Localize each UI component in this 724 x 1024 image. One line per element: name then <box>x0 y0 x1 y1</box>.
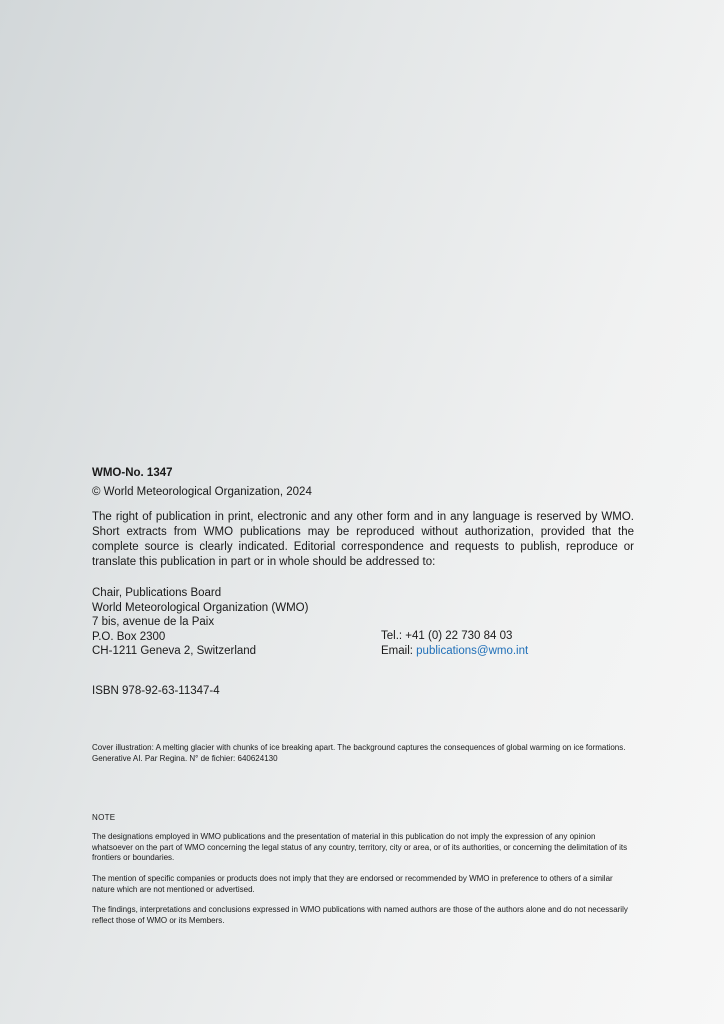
isbn: ISBN 978-92-63-11347-4 <box>92 685 220 697</box>
note-paragraph <box>92 874 634 895</box>
address-line: 7 bis, avenue de la Paix <box>92 616 215 628</box>
note-paragraph <box>92 905 634 926</box>
cover-illustration-credit: Cover illustration: A melting glacier with chunks of ice breaking apart. The background captures the consequences of global warming on ice formations. Generative AI. Par Regina. N° de fichier: 640624130 <box>92 743 626 763</box>
note-heading: NOTE <box>92 813 116 822</box>
postal-address <box>92 586 634 659</box>
address-line: Chair, Publications Board <box>92 587 222 599</box>
note-text: The mention of specific companies or products does not imply that they are endorsed or recommended by WMO in preference to others of a similar nature which are not mentioned or advertised. <box>92 874 613 894</box>
rights-statement <box>92 510 634 570</box>
note-text: The findings, interpretations and conclusions expressed in WMO publications with named authors are those of the authors alone and do not necessarily reflect those of WMO or its Members. <box>92 905 628 925</box>
note-text: The designations employed in WMO publications and the presentation of material in this publication do not imply the expression of any opinion whatsoever on the part of WMO concerning the legal status of any country, territory, city or area, or of its authorities, or concerning the delimitation of its frontiers or boundaries. <box>92 832 628 862</box>
address-line: World Meteorological Organization (WMO) <box>92 601 309 614</box>
address-line: CH-1211 Geneva 2, Switzerland <box>92 645 257 657</box>
telephone: Tel.: +41 (0) 22 730 84 03 <box>381 630 513 642</box>
contact-details <box>381 629 528 658</box>
publication-number: WMO-No. 1347 <box>92 467 173 479</box>
address-line: P.O. Box 2300 <box>92 630 166 643</box>
email-label: Email: <box>381 644 417 657</box>
email-link[interactable]: publications@wmo.int <box>416 644 529 657</box>
note-paragraph <box>92 832 634 864</box>
copyright-line: © World Meteorological Organization, 2024 <box>92 486 312 498</box>
rights-paragraph: The right of publication in print, electronic and any other form and in any language is reserved by WMO. Short extracts from WMO publications may be reproduced without authorization, provided that the complete source is clearly indicated. Editorial correspondence and requests to publish, reproduce or translate this publication in part or in whole should be addressed to: <box>92 511 634 568</box>
email-line <box>381 644 528 659</box>
